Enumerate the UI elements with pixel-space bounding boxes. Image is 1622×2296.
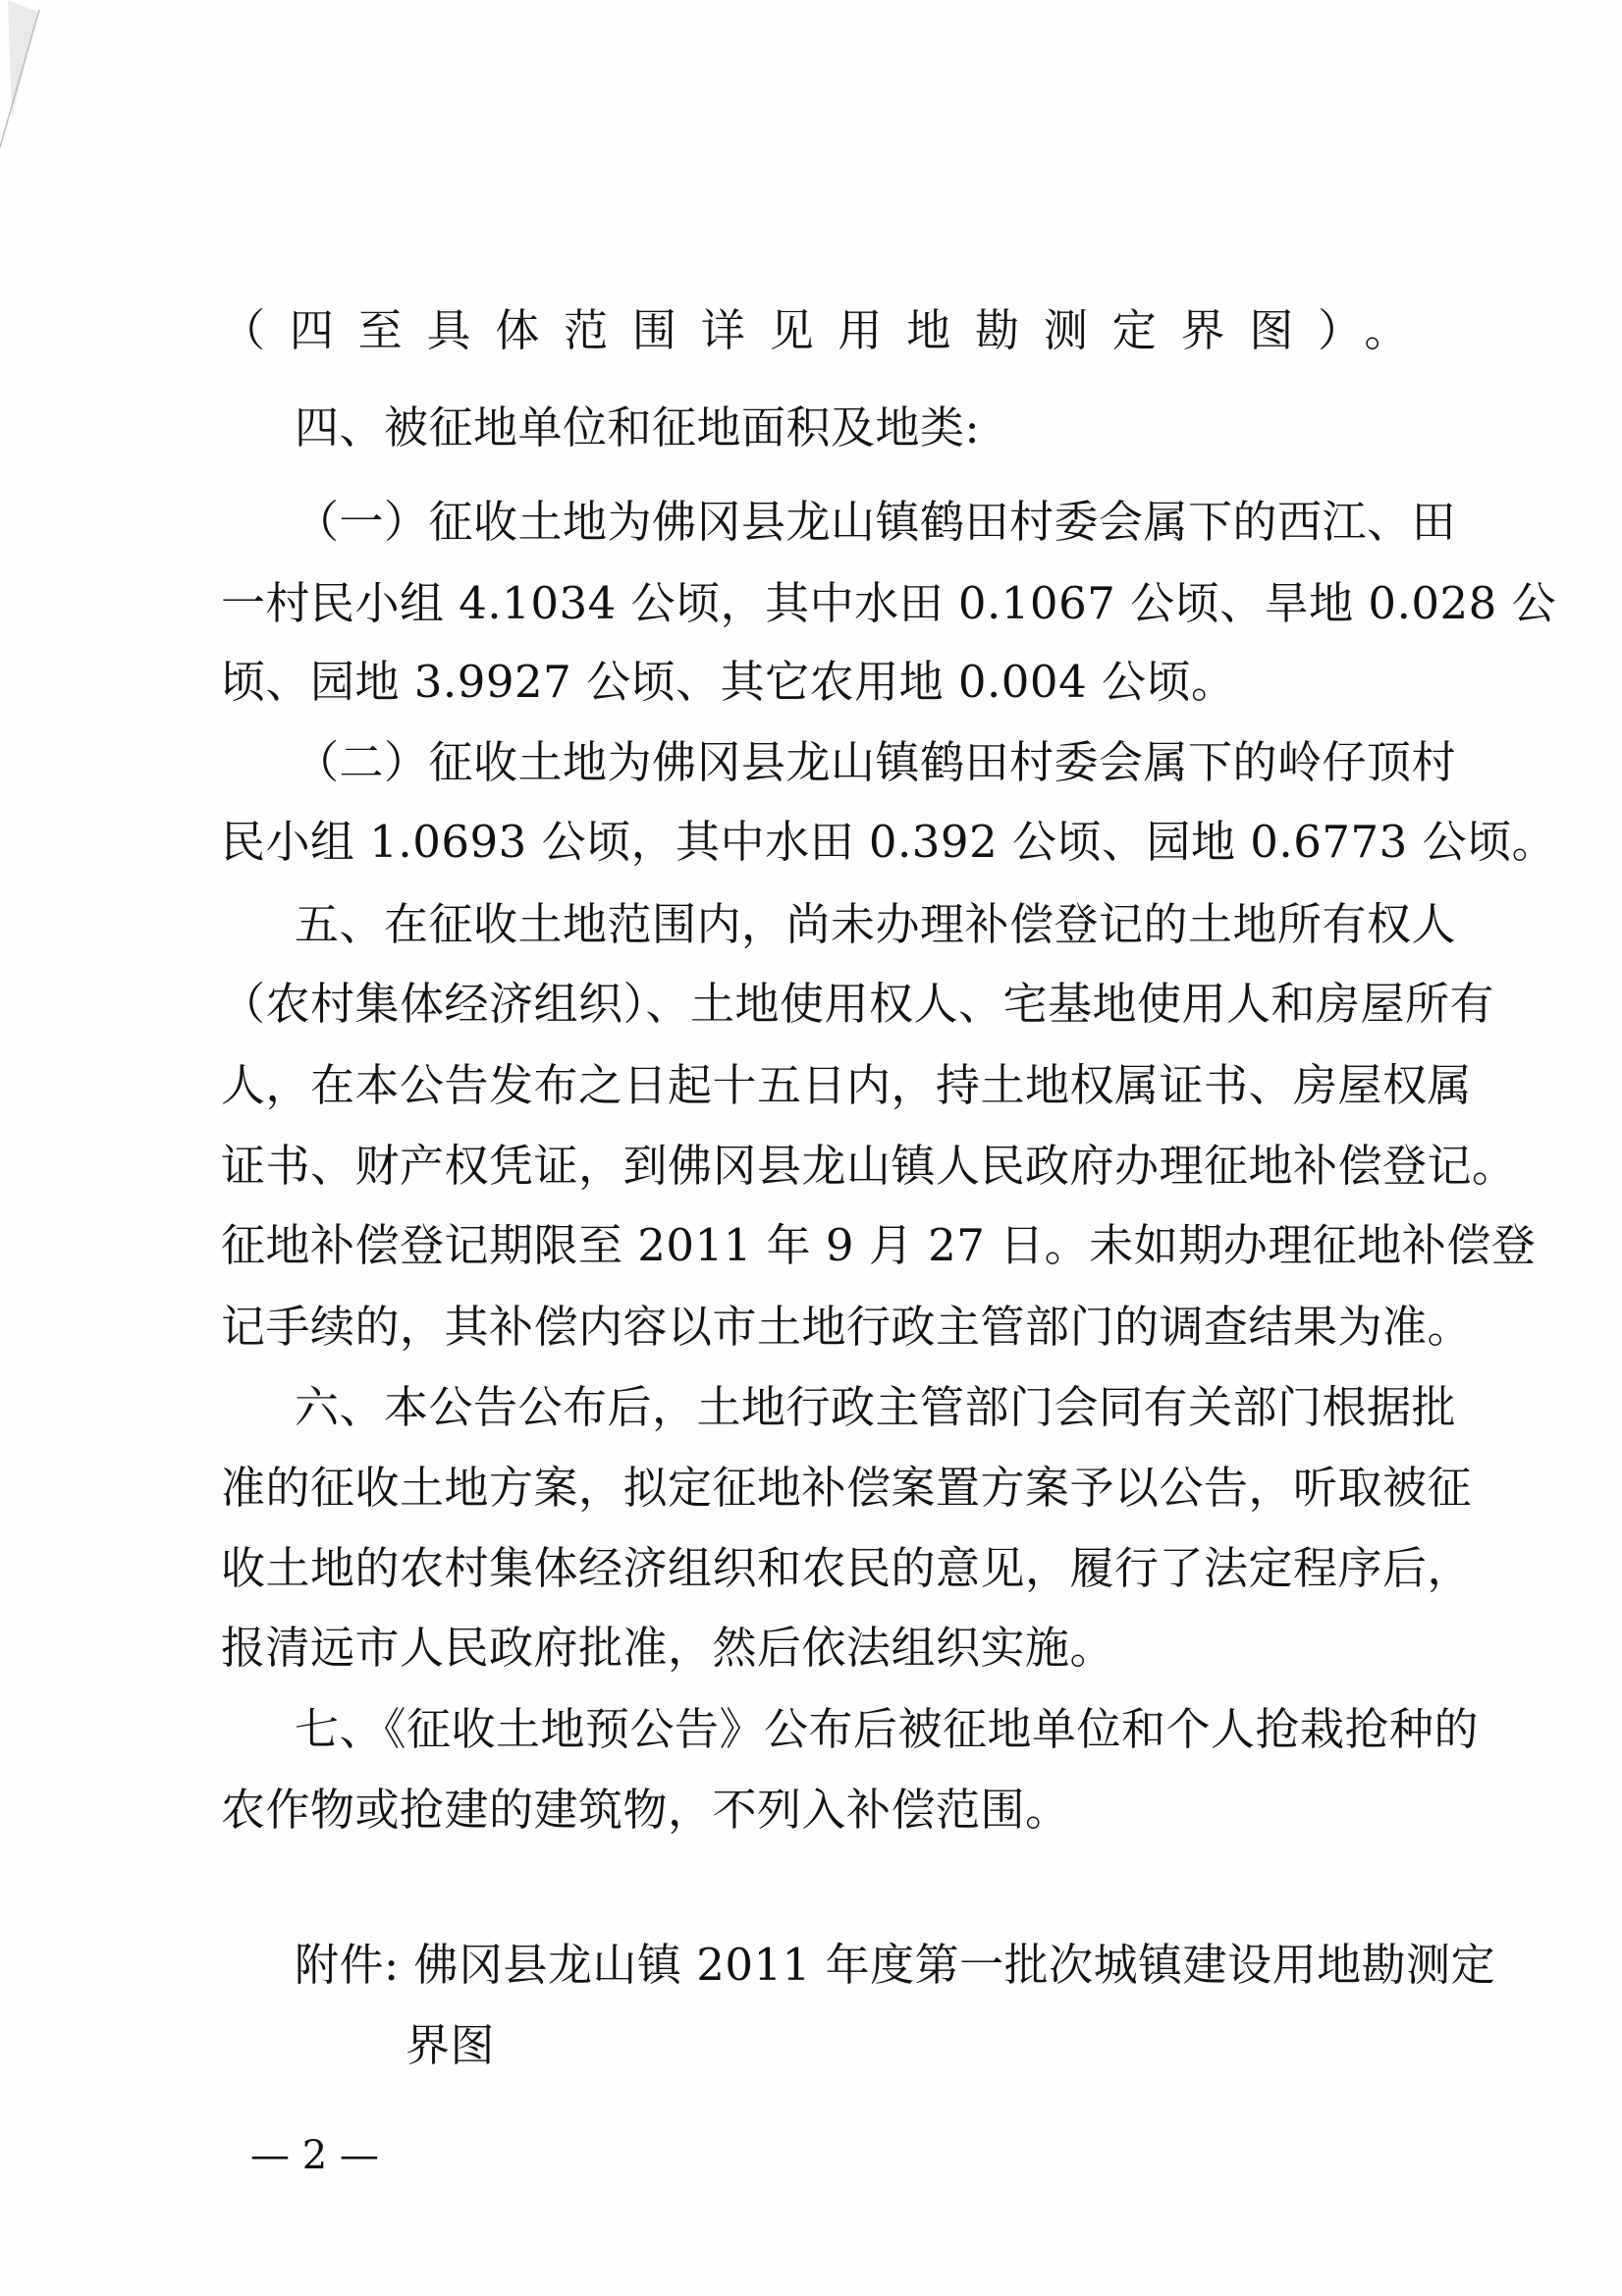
attachment-line-1: 附件: 佛冈县龙山镇 2011 年度第一批次城镇建设用地勘测定 <box>295 1939 1496 1991</box>
body-line-7: 民小组 1.0693 公顷，其中水田 0.392 公顷、园地 0.6773 公顷。 <box>221 816 1557 868</box>
body-line-5: 顷、园地 3.9927 公顷、其它农用地 0.004 公顷。 <box>221 656 1236 708</box>
body-line-19: 农作物或抢建的建筑物，不列入补偿范围。 <box>221 1784 1070 1836</box>
body-line-3: （一）征收土地为佛冈县龙山镇鹤田村委会属下的西江、田 <box>295 496 1457 548</box>
body-line-10: 人，在本公告发布之日起十五日内，持土地权属证书、房屋权属 <box>221 1059 1473 1111</box>
attachment-line-2: 界图 <box>406 2019 496 2071</box>
section-4-heading: 四、被征地单位和征地面积及地类: <box>295 401 981 454</box>
body-line-6: （二）征收土地为佛冈县龙山镇鹤田村委会属下的岭仔顶村 <box>295 736 1457 788</box>
scan-corner-mark <box>0 0 79 157</box>
body-line-4: 一村民小组 4.1034 公顷，其中水田 0.1067 公顷、旱地 0.028 公 <box>221 577 1557 629</box>
body-line-11: 证书、财产权凭证，到佛冈县龙山镇人民政府办理征地补偿登记。 <box>221 1140 1517 1192</box>
body-line-18: 七、《征收土地预公告》公布后被征地单位和个人抢栽抢种的 <box>295 1703 1480 1755</box>
body-line-17: 报清远市人民政府批准，然后依法组织实施。 <box>221 1622 1115 1674</box>
body-line-8: 五、在征收土地范围内，尚未办理补偿登记的土地所有权人 <box>295 898 1457 950</box>
body-line-14: 六、本公告公布后，土地行政主管部门会同有关部门根据批 <box>295 1381 1457 1433</box>
body-line-13: 记手续的，其补偿内容以市土地行政主管部门的调查结果为准。 <box>221 1301 1473 1353</box>
page-number: — 2 — <box>250 2133 379 2178</box>
body-line-15: 准的征收土地方案，拟定征地补偿案置方案予以公告，听取被征 <box>221 1462 1473 1514</box>
body-line-1: （四至具体范围详见用地勘测定界图）。 <box>221 304 1409 356</box>
body-line-9: （农村集体经济组织）、土地使用权人、宅基地使用人和房屋所有 <box>221 978 1495 1030</box>
body-line-16: 收土地的农村集体经济组织和农民的意见，履行了法定程序后， <box>221 1542 1473 1594</box>
body-line-12: 征地补偿登记期限至 2011 年 9 月 27 日。未如期办理征地补偿登 <box>221 1219 1537 1271</box>
